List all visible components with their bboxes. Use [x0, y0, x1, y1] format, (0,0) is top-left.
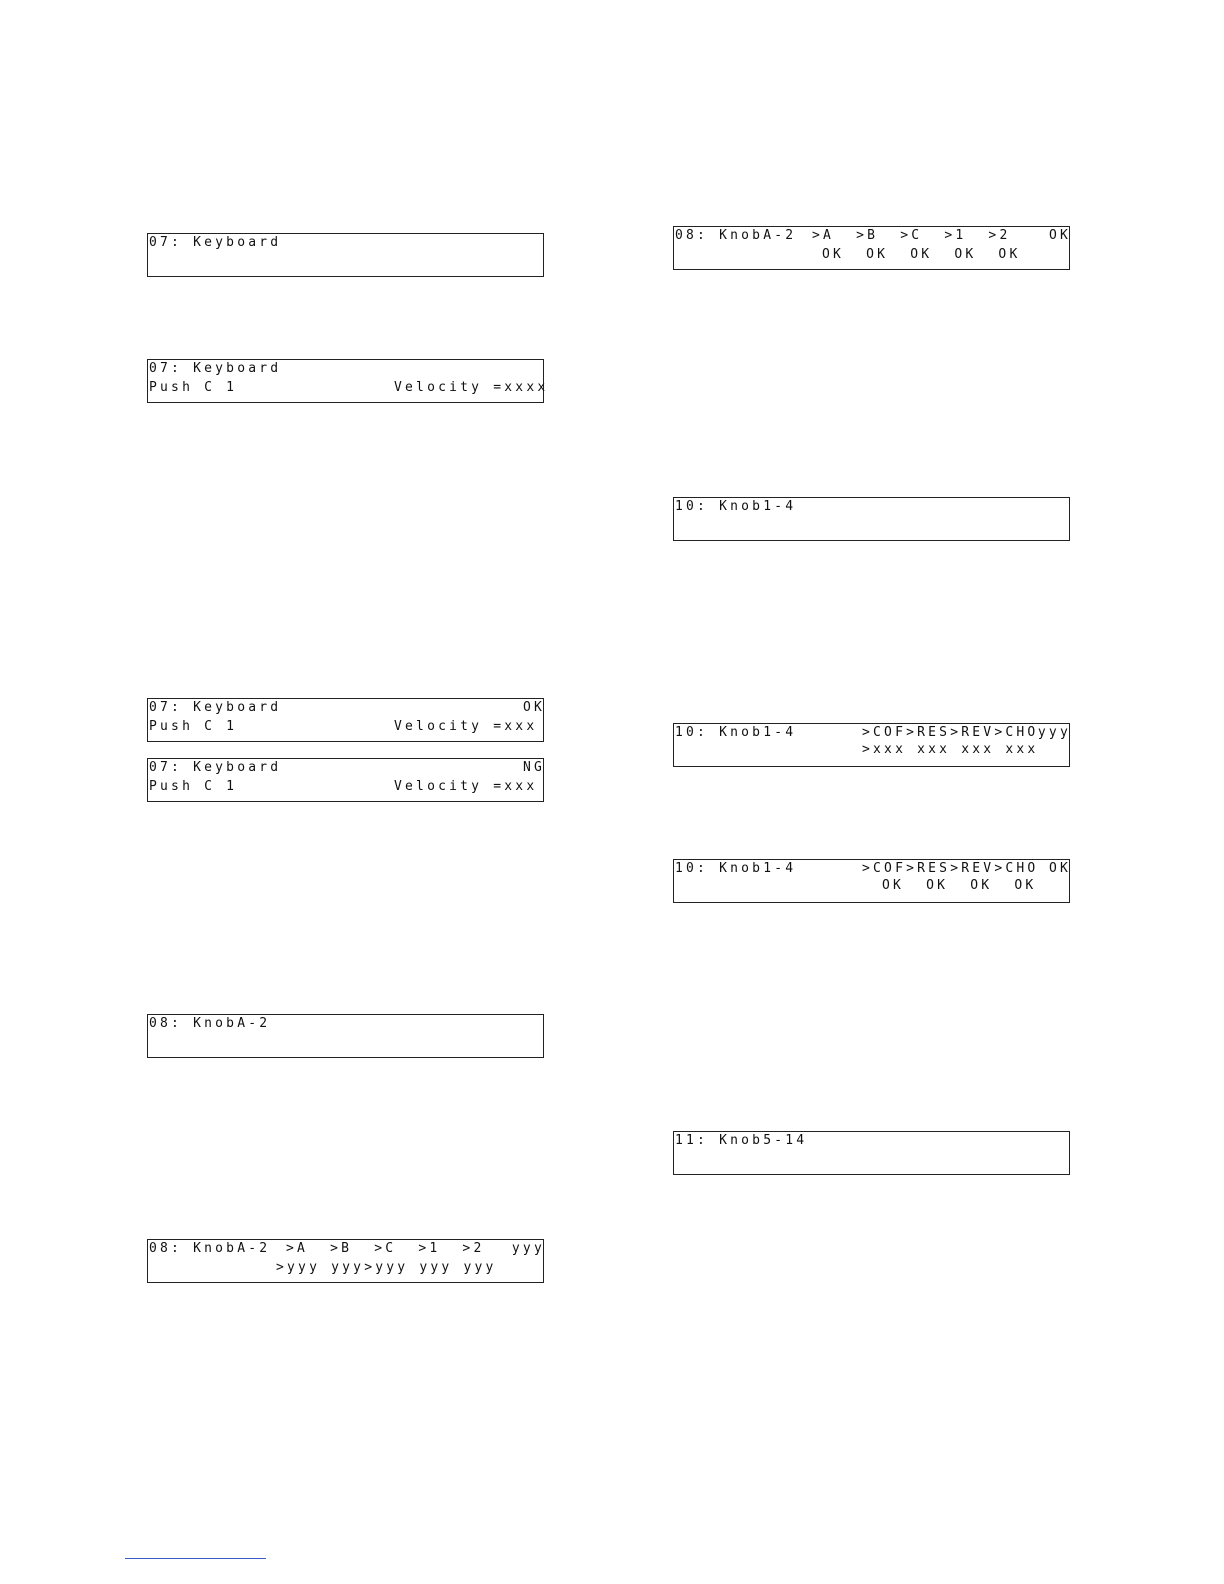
footer-rule [125, 1558, 266, 1559]
lcd-line1: 10: Knob1-4 [675, 499, 797, 514]
lcd-knob14-values [673, 723, 1070, 767]
lcd-line1: 11: Knob5-14 [675, 1133, 808, 1148]
lcd-knoba2-title [147, 1014, 544, 1058]
lcd-line2-right: Velocity =xxx [394, 779, 538, 794]
lcd-knoba2-values [147, 1239, 544, 1283]
lcd-line1-left: 10: Knob1-4 [675, 861, 797, 876]
lcd-keyboard-ok [147, 698, 544, 742]
lcd-status-ok: OK [522, 700, 545, 715]
lcd-line2-right: Velocity =xxxx [394, 380, 549, 395]
lcd-line2: >xxx xxx xxx xxx [862, 742, 1039, 757]
lcd-line1-mid: >COF>RES>REV>CHO [862, 861, 1039, 876]
lcd-line1: 08: KnobA-2 [149, 1016, 271, 1031]
lcd-status-ok: OK [1048, 861, 1071, 876]
lcd-line1-mid: >A >B >C >1 >2 [286, 1241, 485, 1256]
lcd-line2-left: Push C 1 [149, 719, 238, 734]
lcd-knob14-title [673, 497, 1070, 541]
lcd-status-ng: NG [522, 760, 545, 775]
lcd-line1-left: 08: KnobA-2 [149, 1241, 271, 1256]
lcd-line2: OK OK OK OK OK [822, 247, 1021, 262]
lcd-line1-left: 08: KnobA-2 [675, 228, 797, 243]
lcd-knoba2-ok [673, 226, 1070, 270]
lcd-keyboard-ng [147, 758, 544, 802]
lcd-line1-left: 10: Knob1-4 [675, 725, 797, 740]
lcd-line2: OK OK OK OK [882, 878, 1037, 893]
lcd-keyboard-title [147, 233, 544, 277]
lcd-line2: >yyy yyy>yyy yyy yyy [276, 1260, 497, 1275]
lcd-line1: 07: Keyboard [149, 235, 282, 250]
lcd-line2-right: Velocity =xxx [394, 719, 538, 734]
lcd-keyboard-velocity [147, 359, 549, 403]
lcd-line1-left: 07: Keyboard [149, 700, 282, 715]
lcd-line1-mid: >A >B >C >1 >2 [812, 228, 1011, 243]
lcd-line1-mid: >COF>RES>REV>CHO [862, 725, 1039, 740]
lcd-line1: 07: Keyboard [149, 361, 282, 376]
lcd-line2-left: Push C 1 [149, 779, 238, 794]
lcd-line1-right: yyy [1037, 725, 1071, 740]
lcd-status-ok: OK [1048, 228, 1071, 243]
lcd-knob514-title [673, 1131, 1070, 1175]
lcd-line1-right: yyy [511, 1241, 545, 1256]
lcd-knob14-ok [673, 859, 1070, 903]
lcd-line1-left: 07: Keyboard [149, 760, 282, 775]
lcd-line2-left: Push C 1 [149, 380, 238, 395]
